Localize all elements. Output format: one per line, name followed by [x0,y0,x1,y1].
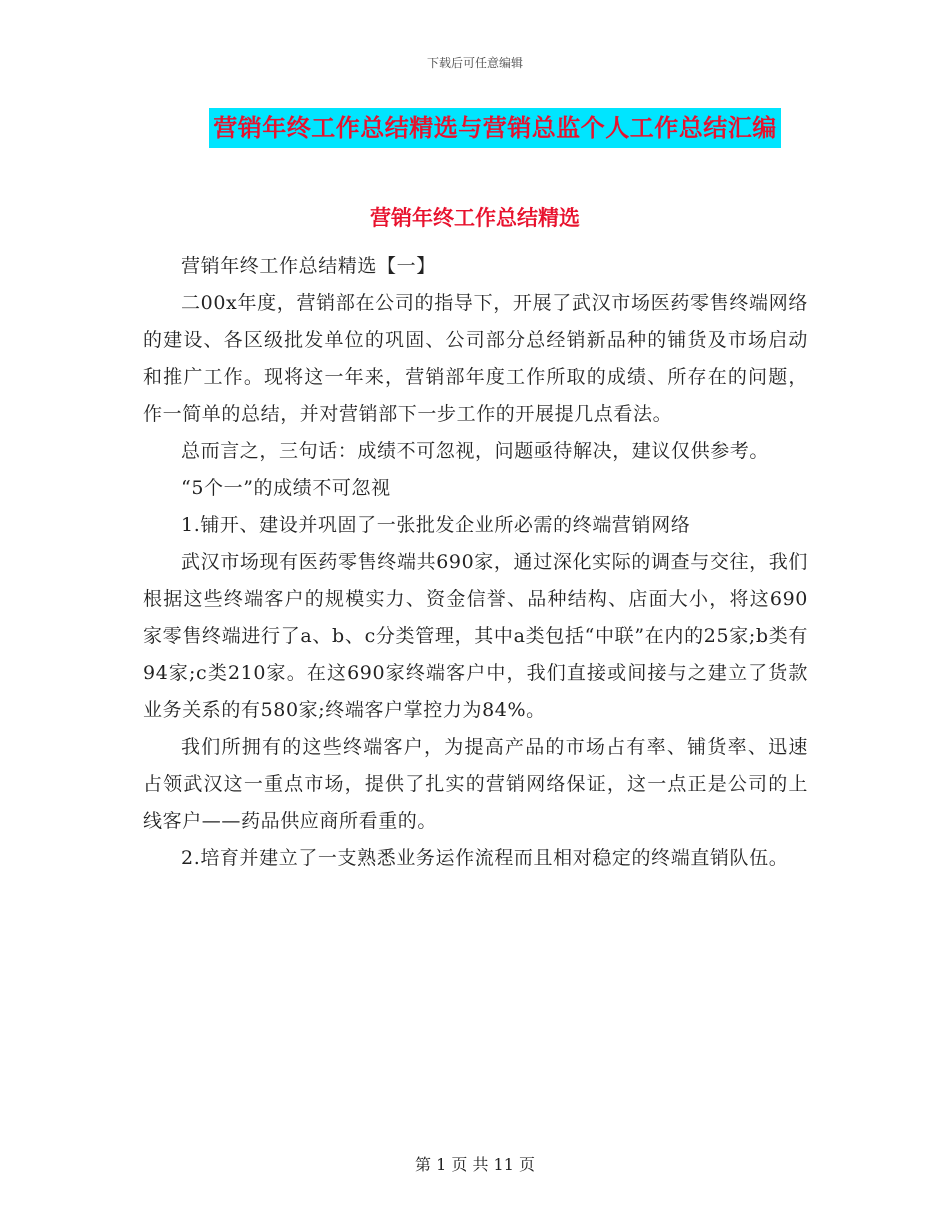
paragraph: 武汉市场现有医药零售终端共690家，通过深化实际的调查与交往，我们根据这些终端客户的规模实力、资金信誉、品种结构、店面大小，将这690家零售终端进行了a、b、c分类管理，其中a类包括“中联”在内的25家;b类有94家;c类210家。在这690家终端客户中，我们直接或间接与之建立了货款业务关系的有580家;终端客户掌控力为84%。 [143,551,808,721]
paragraph: 二00x年度，营销部在公司的指导下，开展了武汉市场医药零售终端网络的建设、各区级批发单位的巩固、公司部分总经销新品种的铺货及市场启动和推广工作。现将这一年来，营销部年度工作所取的成绩、所存在的问题，作一简单的总结，并对营销部下一步工作的开展提几点看法。 [143,292,808,425]
main-title: 营销年终工作总结精选与营销总监个人工作总结汇编 [209,108,781,148]
section-title: 营销年终工作总结精选 [370,206,580,230]
paragraph: 营销年终工作总结精选【一】 [181,255,436,277]
paragraph: 1.铺开、建设并巩固了一张批发企业所必需的终端营销网络 [181,514,691,536]
document-body [143,248,808,877]
header-note: 下载后可任意编辑 [426,56,523,70]
paragraph: “5个一”的成绩不可忽视 [181,477,391,499]
page-footer: 第 1 页 共 11 页 [415,1155,535,1174]
paragraph: 我们所拥有的这些终端客户，为提高产品的市场占有率、铺货率、迅速占领武汉这一重点市场，提供了扎实的营销网络保证，这一点正是公司的上线客户——药品供应商所看重的。 [143,736,808,832]
main-title-container [0,108,950,148]
paragraph: 2.培育并建立了一支熟悉业务运作流程而且相对稳定的终端直销队伍。 [181,847,789,869]
paragraph: 总而言之，三句话：成绩不可忽视，问题亟待解决，建议仅供参考。 [181,440,770,462]
